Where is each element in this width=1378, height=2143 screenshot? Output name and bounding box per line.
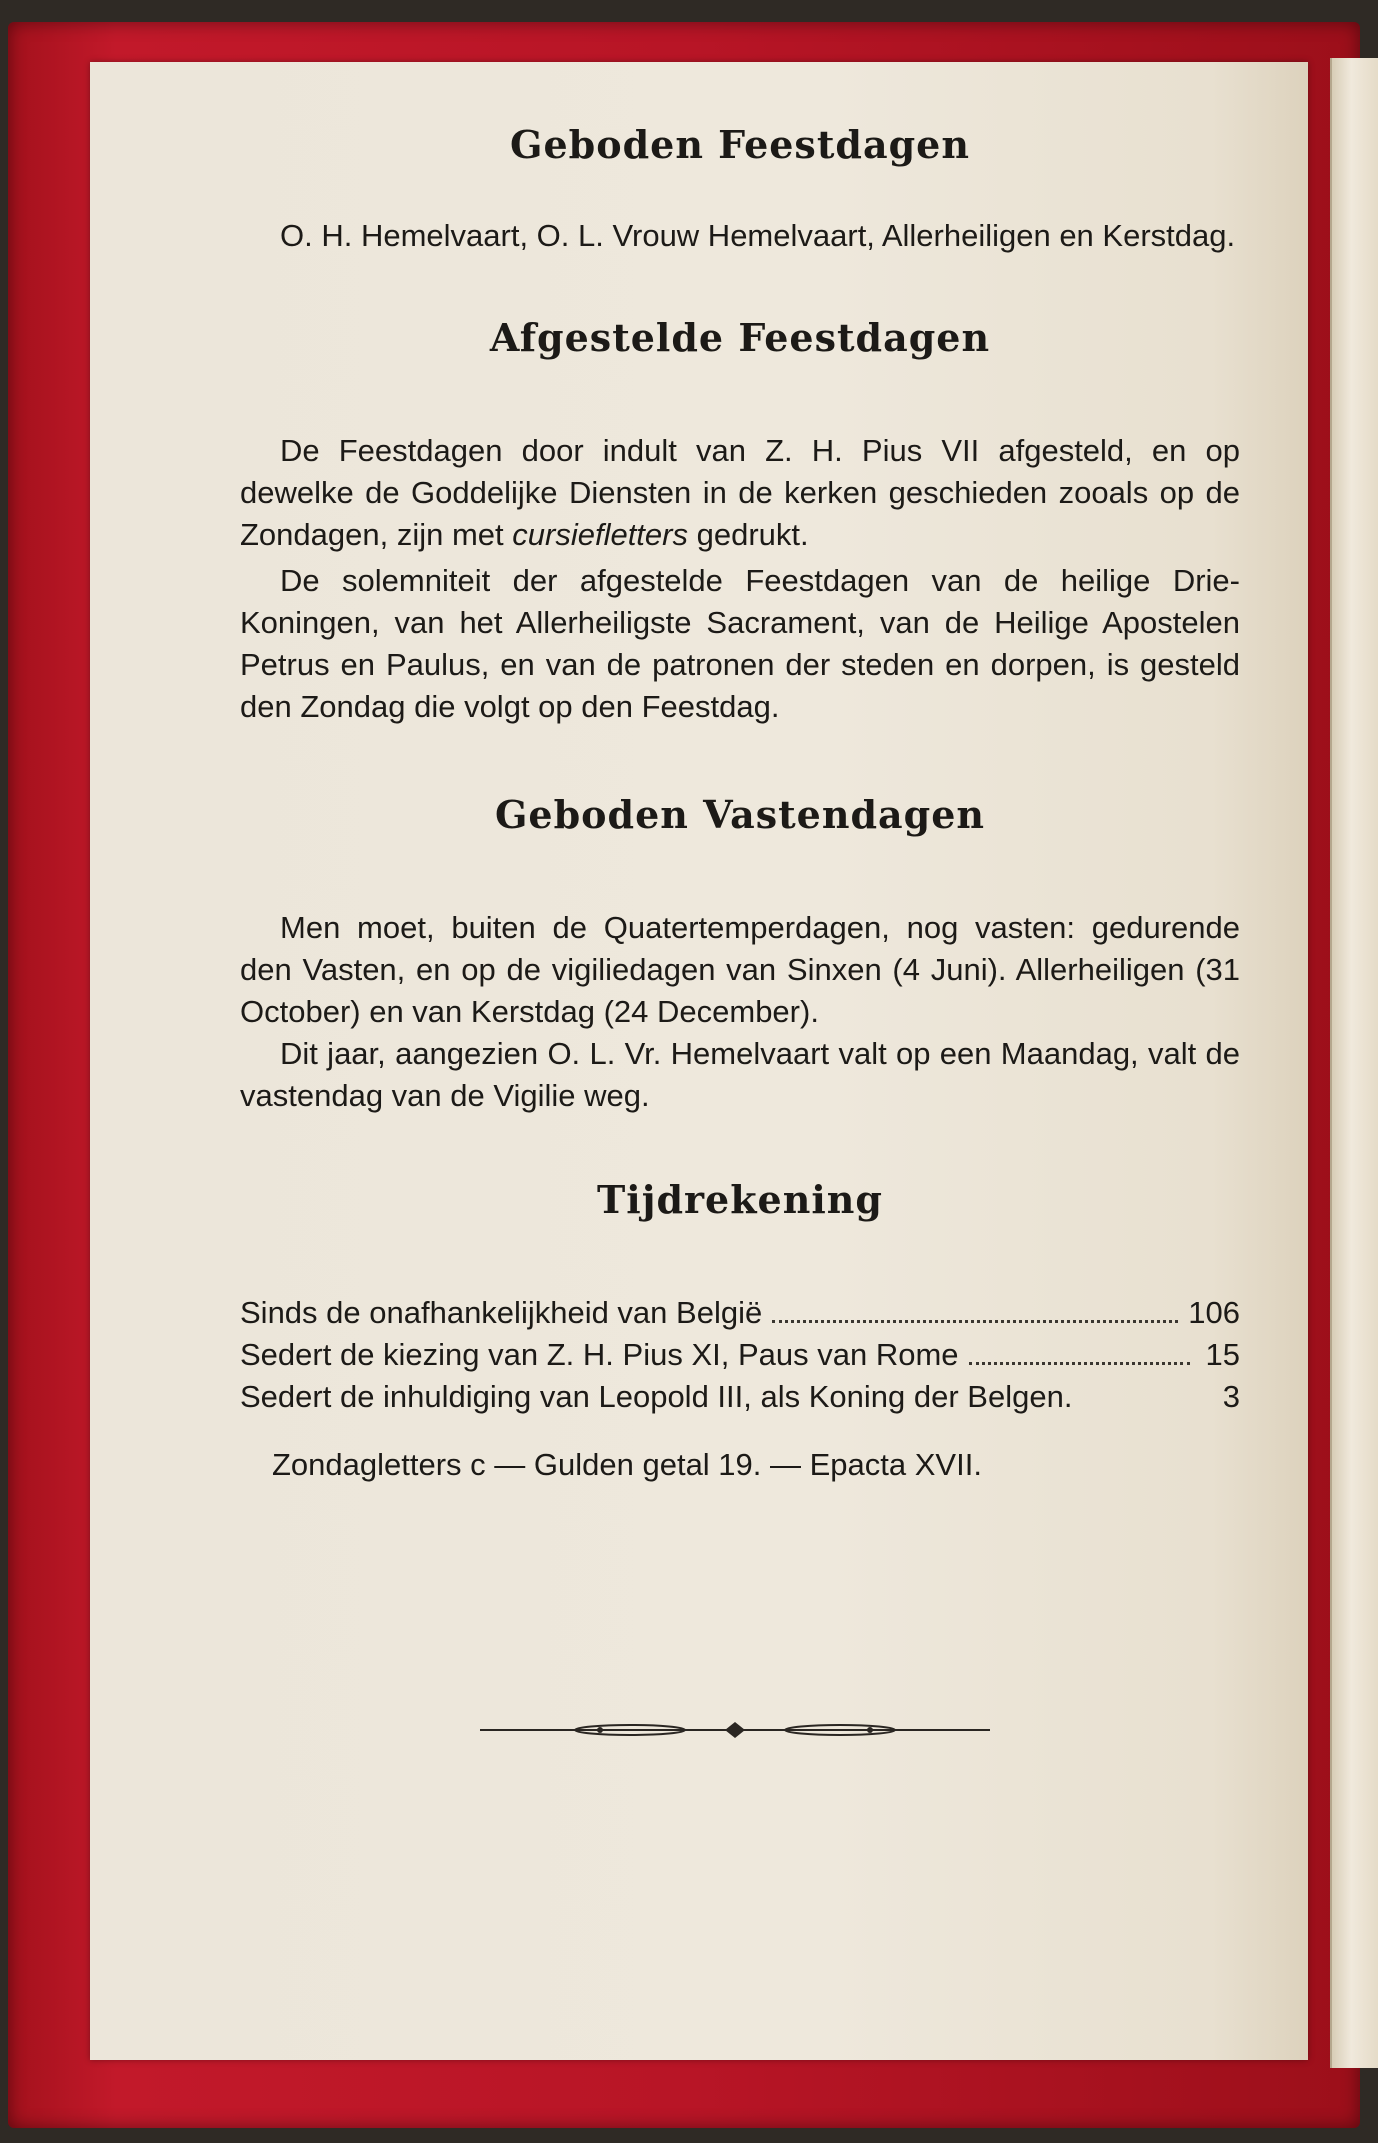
paragraph-geboden-feestdagen: O. H. Hemelvaart, O. L. Vrouw Hemelvaart, Allerheiligen en Kerstdag. <box>280 218 1236 253</box>
heading-geboden-feestdagen: Geboden Feestdagen <box>510 122 970 167</box>
dot-leader <box>772 1312 1178 1323</box>
paragraph-afgestelde-1-end: gedrukt. <box>688 517 809 552</box>
tijdrekening-row <box>240 1334 1240 1376</box>
tijdrekening-list <box>240 1292 1240 1418</box>
paragraph-vastendagen-1: Men moet, buiten de Quatertemperdagen, nog vasten: gedurende den Vasten, en op de vigiliedagen van Sinxen (4 Juni). Allerheiligen (31 October) en van Kerstdag (24 December). <box>240 910 1240 1029</box>
dot-leader <box>969 1354 1190 1365</box>
paragraph-afgestelde-1-italic: cursiefletters <box>512 517 688 552</box>
footline-zondagletters: Zondagletters c — Gulden getal 19. — Epacta XVII. <box>272 1447 982 1482</box>
paragraph-afgestelde-1-text: De Feestdagen door indult van Z. H. Pius VII afgesteld, en op dewelke de Goddelijke Diensten in de kerken geschieden zooals op de Zondagen, zijn met <box>240 433 1240 552</box>
tijdrekening-label: Sedert de kiezing van Z. H. Pius XI, Paus van Rome <box>240 1337 959 1372</box>
page-text <box>240 110 1240 1517</box>
paragraph-afgestelde-2: De solemniteit der afgestelde Feestdagen van de heilige Drie-Koningen, van het Allerheiligste Sacrament, van de Heilige Apostelen Petrus en Paulus, en van de patronen der steden en dorpen, is gesteld den Zondag die volgt op den Feestdag. <box>240 563 1240 724</box>
ornament-divider-icon <box>480 1710 990 1750</box>
heading-tijdrekening: Tijdrekening <box>597 1177 883 1222</box>
paragraph-vastendagen-2: Dit jaar, aangezien O. L. Vr. Hemelvaart valt op een Maandag, valt de vastendag van de Vigilie weg. <box>240 1036 1240 1113</box>
tijdrekening-row <box>240 1292 1240 1334</box>
page-gutter <box>1330 58 1378 2068</box>
heading-afgestelde-feestdagen: Afgestelde Feestdagen <box>489 315 991 360</box>
dot-leader <box>1082 1399 1190 1407</box>
heading-geboden-vastendagen: Geboden Vastendagen <box>494 792 986 837</box>
tijdrekening-value: 3 <box>1222 1379 1240 1414</box>
paragraph-afgestelde-1 <box>240 430 1240 556</box>
tijdrekening-value: 106 <box>1188 1295 1240 1330</box>
tijdrekening-row <box>240 1376 1240 1418</box>
tijdrekening-value: 15 <box>1205 1337 1240 1372</box>
tijdrekening-label: Sedert de inhuldiging van Leopold III, als Koning der Belgen. <box>240 1379 1073 1414</box>
tijdrekening-label: Sinds de onafhankelijkheid van België <box>240 1295 763 1330</box>
